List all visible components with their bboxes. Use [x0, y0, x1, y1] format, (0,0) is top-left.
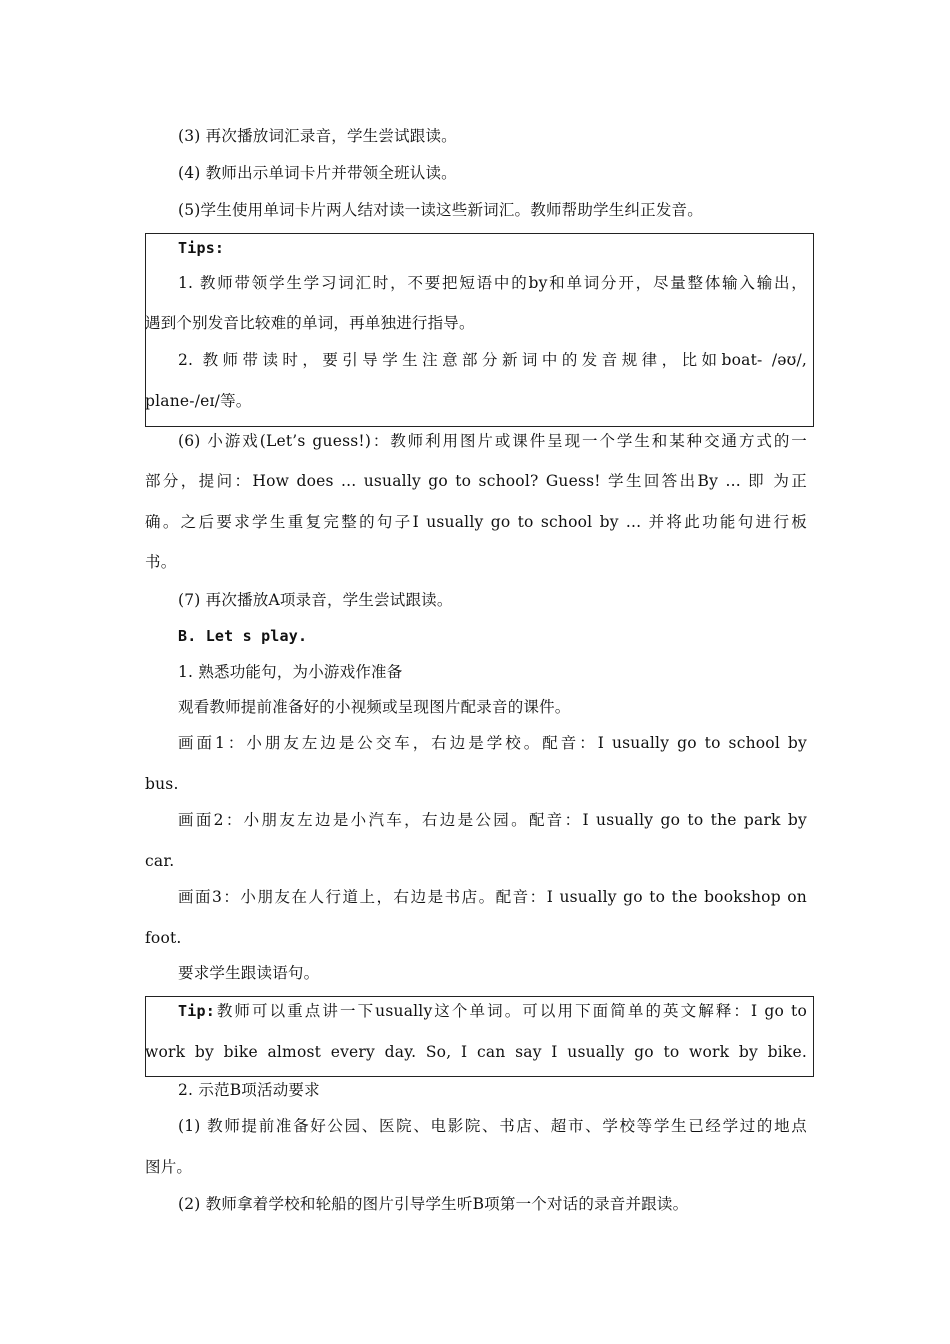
tip-line-2: work by bike almost every day. So, I can say I usually go to work by bike. — [145, 1043, 807, 1061]
item-2-sub-2: (2) 教师拿着学校和轮船的图片引导学生听B项第一个对话的录音并跟读。 — [178, 1195, 689, 1213]
scene-2-line-2: car. — [145, 852, 175, 870]
tips-item-2-line-1: 2. 教师带读时，要引导学生注意部分新词中的发音规律，比如boat- /əʊ/, — [178, 351, 807, 369]
scene-3-line-2: foot. — [145, 929, 182, 947]
tips-item-1-line-2: 遇到个别发音比较难的单词，再单独进行指导。 — [145, 314, 475, 332]
scene-3-line-1: 画面3：小朋友在人行道上，右边是书店。配音：I usually go to the bookshop on — [178, 888, 807, 906]
section-b-item-1: 1. 熟悉功能句，为小游戏作准备 — [178, 663, 403, 681]
follow-reading: 要求学生跟读语句。 — [178, 964, 320, 982]
tips-title: Tips: — [178, 239, 225, 257]
item-2-title: 2. 示范B项活动要求 — [178, 1081, 320, 1099]
tip-line-1 — [178, 1001, 807, 1021]
scene-1-line-2: bus. — [145, 775, 179, 793]
section-b-intro: 观看教师提前准备好的小视频或呈现图片配录音的课件。 — [178, 698, 571, 716]
step-4: (4) 教师出示单词卡片并带领全班认读。 — [178, 164, 457, 182]
tip-label: Tip: — [178, 1002, 215, 1020]
step-6-line-2: 部分，提问：How does ... usually go to school? Guess! 学生回答出By ... 即 为正 — [145, 472, 807, 490]
item-2-sub-1-line-2: 图片。 — [145, 1158, 193, 1176]
tips-item-1-line-1: 1. 教师带领学生学习词汇时，不要把短语中的by和单词分开，尽量整体输入输出， — [178, 274, 807, 292]
scene-1-line-1: 画面1：小朋友左边是公交车，右边是学校。配音：I usually go to school by — [178, 734, 807, 752]
step-3: (3) 再次播放词汇录音，学生尝试跟读。 — [178, 127, 457, 145]
tip-line-1-text: 教师可以重点讲一下usually这个单词。可以用下面简单的英文解释：I go to — [214, 1002, 807, 1020]
step-6-line-3: 确。之后要求学生重复完整的句子I usually go to school by ... 并将此功能句进行板 — [145, 513, 807, 531]
scene-2-line-1: 画面2：小朋友左边是小汽车，右边是公园。配音：I usually go to the park by — [178, 811, 807, 829]
step-7: (7) 再次播放A项录音，学生尝试跟读。 — [178, 591, 453, 609]
step-6-line-1: (6) 小游戏(Let’s guess!)：教师利用图片或课件呈现一个学生和某种交通方式的一 — [178, 432, 807, 450]
step-5: (5)学生使用单词卡片两人结对读一读这些新词汇。教师帮助学生纠正发音。 — [178, 201, 703, 219]
item-2-sub-1-line-1: (1) 教师提前准备好公园、医院、电影院、书店、超市、学校等学生已经学过的地点 — [178, 1117, 807, 1135]
section-b-title: B. Let s play. — [178, 627, 308, 645]
tips-item-2-line-2: plane-/eɪ/等。 — [145, 392, 252, 410]
step-6-line-4: 书。 — [145, 553, 177, 571]
